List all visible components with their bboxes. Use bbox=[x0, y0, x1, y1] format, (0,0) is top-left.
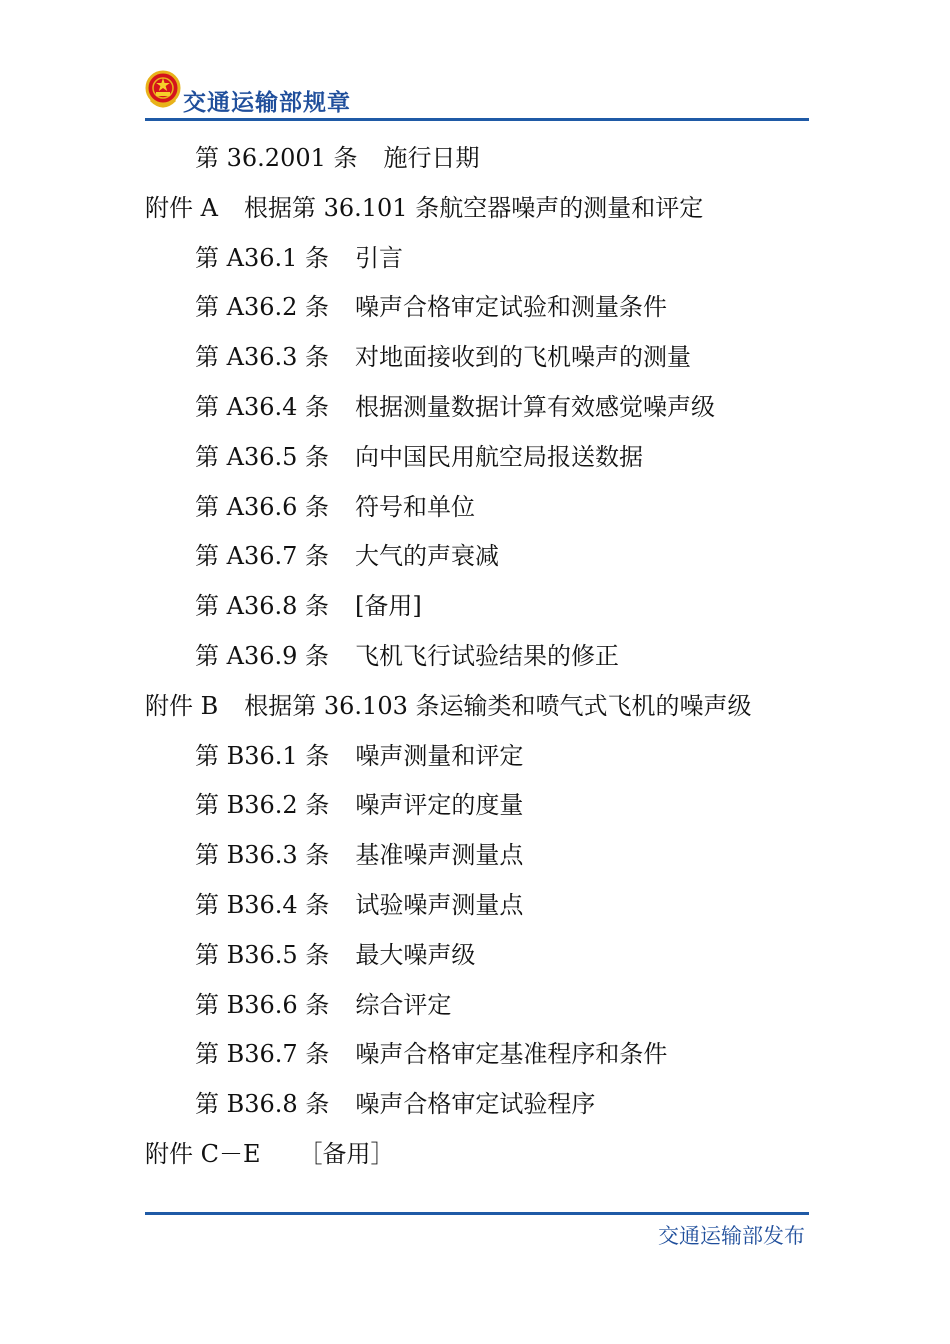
toc-entry-title: 噪声合格审定基准程序和条件 bbox=[355, 1040, 668, 1069]
toc-entry-title: 飞机飞行试验结果的修正 bbox=[355, 642, 620, 670]
toc-article-row bbox=[195, 935, 475, 975]
toc-article-row bbox=[195, 487, 475, 527]
toc-article-row bbox=[195, 138, 480, 178]
toc-entry-title: 试验噪声测量点 bbox=[355, 891, 524, 919]
toc-article-row bbox=[195, 636, 619, 676]
toc-article-row bbox=[195, 586, 422, 626]
toc-entry-title: 根据第 36.103 条运输类和喷气式飞机的噪声级 bbox=[244, 691, 752, 720]
toc-entry-number: 第 A36.7 条 bbox=[195, 542, 330, 571]
toc-article-row bbox=[195, 785, 523, 825]
toc-entry-title: 根据测量数据计算有效感觉噪声级 bbox=[355, 393, 716, 421]
toc-article-row bbox=[195, 287, 667, 327]
national-emblem-icon bbox=[145, 70, 181, 110]
toc-article-row bbox=[195, 536, 499, 576]
toc-article-row bbox=[195, 1034, 667, 1074]
toc-entry-number: 第 B36.2 条 bbox=[195, 791, 330, 820]
toc-entry-number: 第 B36.8 条 bbox=[195, 1090, 330, 1119]
toc-entry-title: 对地面接收到的飞机噪声的测量 bbox=[355, 343, 692, 372]
toc-article-row bbox=[195, 437, 643, 477]
footer-publisher: 交通运输部发布 bbox=[658, 1224, 805, 1248]
page-header bbox=[145, 68, 809, 122]
toc-article-row bbox=[195, 387, 715, 427]
toc-section-row bbox=[145, 686, 752, 726]
toc-entry-title: 噪声合格审定试验程序 bbox=[355, 1090, 596, 1119]
toc-entry-number: 第 36.2001 条 bbox=[195, 144, 358, 172]
toc-article-row bbox=[195, 885, 523, 925]
header-title: 交通运输部规章 bbox=[183, 90, 351, 116]
toc-article-row bbox=[195, 238, 403, 278]
toc-entry-number: 第 A36.3 条 bbox=[195, 343, 330, 372]
toc-entry-title: 引言 bbox=[355, 243, 404, 272]
toc-entry-number: 第 A36.5 条 bbox=[195, 442, 330, 471]
toc-entry-number: 第 B36.3 条 bbox=[195, 841, 330, 870]
toc-entry-title: ［备用］ bbox=[298, 1140, 395, 1168]
footer-rule bbox=[145, 1212, 809, 1215]
toc-entry-number: 第 A36.9 条 bbox=[195, 642, 330, 670]
toc-entry-title: 噪声合格审定试验和测量条件 bbox=[355, 293, 668, 322]
toc-entry-number: 第 A36.1 条 bbox=[195, 243, 330, 272]
toc-entry-title: 综合评定 bbox=[355, 990, 452, 1019]
toc-entry-number: 第 A36.4 条 bbox=[195, 393, 330, 421]
toc-article-row bbox=[195, 835, 523, 875]
toc-article-row bbox=[195, 736, 523, 776]
toc-entry-title: [备用] bbox=[355, 592, 422, 621]
toc-entry-number: 第 B36.7 条 bbox=[195, 1040, 330, 1069]
toc-entry-title: 根据第 36.101 条航空器噪声的测量和评定 bbox=[243, 193, 704, 222]
toc-entry-title: 噪声测量和评定 bbox=[355, 741, 524, 770]
toc-article-row bbox=[195, 337, 691, 377]
toc-entry-number: 附件 A bbox=[145, 193, 218, 222]
toc-entry-title: 大气的声衰减 bbox=[355, 542, 500, 571]
toc-section-row bbox=[145, 1134, 395, 1174]
toc-entry-title: 向中国民用航空局报送数据 bbox=[355, 442, 644, 471]
page-footer bbox=[145, 1212, 809, 1252]
toc-entry-title: 噪声评定的度量 bbox=[355, 791, 524, 820]
toc-entry-number: 第 B36.5 条 bbox=[195, 940, 330, 969]
toc-entry-title: 符号和单位 bbox=[355, 492, 476, 521]
toc-entry-number: 第 A36.2 条 bbox=[195, 293, 330, 322]
toc-entry-number: 第 B36.4 条 bbox=[195, 891, 330, 919]
toc-article-row bbox=[195, 1084, 595, 1124]
toc-entry-number: 第 A36.6 条 bbox=[195, 492, 330, 521]
toc-entry-title: 基准噪声测量点 bbox=[355, 841, 524, 870]
toc-entry-number: 附件 C－E bbox=[145, 1140, 261, 1168]
header-rule bbox=[145, 118, 809, 121]
toc-entry-number: 第 B36.6 条 bbox=[195, 990, 330, 1019]
toc-entry-number: 第 B36.1 条 bbox=[195, 741, 330, 770]
toc-entry-title: 施行日期 bbox=[383, 144, 480, 172]
toc-article-row bbox=[195, 985, 451, 1025]
toc-entry-number: 第 A36.8 条 bbox=[195, 592, 330, 621]
toc-entry-title: 最大噪声级 bbox=[355, 940, 476, 969]
toc-entry-number: 附件 B bbox=[145, 691, 219, 720]
toc-section-row bbox=[145, 188, 703, 228]
